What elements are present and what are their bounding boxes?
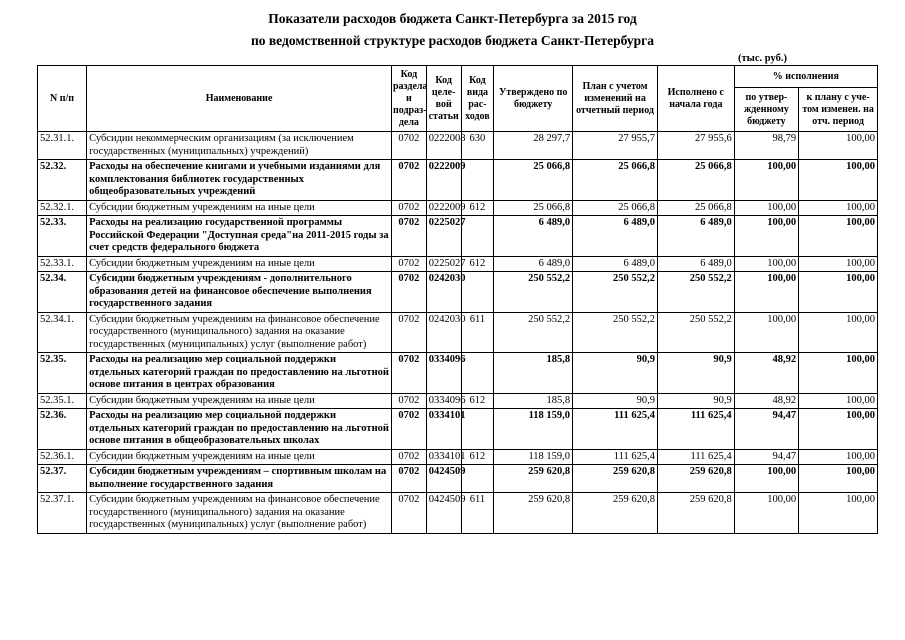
cell-approved: 185,8 [494, 353, 573, 394]
cell-plan: 25 066,8 [573, 160, 658, 201]
cell-pct-approved: 100,00 [734, 465, 798, 493]
table-row [38, 449, 878, 465]
cell-approved: 28 297,7 [494, 132, 573, 160]
cell-approved: 259 620,8 [494, 493, 573, 534]
cell-name: Расходы на обеспечение книгами и учебными изданиями для комплектования библиотек государственных общеобразовательных учреждений [87, 160, 392, 201]
table-row [38, 272, 878, 313]
table-row [38, 393, 878, 409]
cell-executed: 25 066,8 [657, 160, 734, 201]
cell-name: Расходы на реализацию мер социальной поддержки отдельных категорий граждан по предоставлению на льготной основе питания в общеобразовательных школах [87, 409, 392, 450]
table-row [38, 353, 878, 394]
cell-executed: 90,9 [657, 353, 734, 394]
cell-num: 52.36. [38, 409, 87, 450]
header-approved: Утверждено по бюджету [494, 66, 573, 132]
cell-num: 52.34. [38, 272, 87, 313]
cell-pct-plan: 100,00 [799, 132, 878, 160]
table-row [38, 132, 878, 160]
cell-plan: 111 625,4 [573, 449, 658, 465]
cell-plan: 250 552,2 [573, 312, 658, 353]
cell-pct-approved: 48,92 [734, 393, 798, 409]
cell-executed: 27 955,6 [657, 132, 734, 160]
cell-section: 0702 [392, 312, 427, 353]
cell-pct-approved: 100,00 [734, 493, 798, 534]
cell-kind [461, 216, 494, 257]
cell-num: 52.33.1. [38, 256, 87, 272]
cell-plan: 250 552,2 [573, 272, 658, 313]
cell-target: 0334101 [426, 409, 461, 450]
cell-name: Субсидии бюджетным учреждениям на иные цели [87, 256, 392, 272]
cell-section: 0702 [392, 353, 427, 394]
cell-name: Субсидии бюджетным учреждениям - дополнительного образования детей на финансовое обеспечение выполнения государственного задания [87, 272, 392, 313]
cell-kind [461, 160, 494, 201]
cell-approved: 25 066,8 [494, 160, 573, 201]
cell-approved: 259 620,8 [494, 465, 573, 493]
header-executed: Исполнено с начала года [657, 66, 734, 132]
cell-pct-approved: 98,79 [734, 132, 798, 160]
cell-name: Субсидии бюджетным учреждениям на иные цели [87, 393, 392, 409]
cell-kind [461, 272, 494, 313]
cell-pct-plan: 100,00 [799, 409, 878, 450]
cell-approved: 250 552,2 [494, 312, 573, 353]
cell-num: 52.32. [38, 160, 87, 201]
cell-section: 0702 [392, 200, 427, 216]
cell-name: Субсидии бюджетным учреждениям – спортивным школам на выполнение государственного задания [87, 465, 392, 493]
cell-kind: 611 [461, 312, 494, 353]
cell-pct-approved: 94,47 [734, 409, 798, 450]
header-pct-plan: к плану с уче-том изменен. на отч. период [799, 88, 878, 132]
cell-num: 52.35. [38, 353, 87, 394]
cell-kind: 612 [461, 256, 494, 272]
cell-kind: 630 [461, 132, 494, 160]
cell-pct-plan: 100,00 [799, 353, 878, 394]
cell-num: 52.35.1. [38, 393, 87, 409]
cell-executed: 90,9 [657, 393, 734, 409]
cell-name: Субсидии бюджетным учреждениям на иные цели [87, 449, 392, 465]
cell-pct-approved: 100,00 [734, 200, 798, 216]
cell-pct-plan: 100,00 [799, 160, 878, 201]
cell-section: 0702 [392, 132, 427, 160]
cell-pct-plan: 100,00 [799, 465, 878, 493]
document-subtitle: по ведомственной структуре расходов бюджета Санкт-Петербурга [250, 33, 655, 48]
cell-pct-plan: 100,00 [799, 256, 878, 272]
cell-section: 0702 [392, 272, 427, 313]
header-pct-approved: по утвер-жденному бюджету [734, 88, 798, 132]
cell-num: 52.37.1. [38, 493, 87, 534]
header-target: Код целе-вой статьи [426, 66, 461, 132]
header-num: N п/п [38, 66, 87, 132]
cell-kind [461, 353, 494, 394]
table-row [38, 312, 878, 353]
cell-section: 0702 [392, 160, 427, 201]
cell-target: 0334096 [426, 393, 461, 409]
table-row [38, 200, 878, 216]
cell-executed: 250 552,2 [657, 272, 734, 313]
cell-pct-approved: 100,00 [734, 312, 798, 353]
cell-pct-plan: 100,00 [799, 393, 878, 409]
cell-section: 0702 [392, 449, 427, 465]
header-name: Наименование [87, 66, 392, 132]
cell-pct-approved: 100,00 [734, 160, 798, 201]
cell-target: 0242030 [426, 312, 461, 353]
cell-section: 0702 [392, 216, 427, 257]
cell-target: 0334101 [426, 449, 461, 465]
cell-num: 52.36.1. [38, 449, 87, 465]
cell-target: 0424509 [426, 493, 461, 534]
cell-num: 52.31.1. [38, 132, 87, 160]
cell-plan: 90,9 [573, 353, 658, 394]
cell-pct-approved: 94,47 [734, 449, 798, 465]
cell-approved: 118 159,0 [494, 449, 573, 465]
cell-name: Субсидии бюджетным учреждениям на финансовое обеспечение государственного (муниципального) задания на оказание государственных (муниципальных) услуг (выполнение работ) [87, 312, 392, 353]
cell-target: 0222009 [426, 160, 461, 201]
cell-section: 0702 [392, 409, 427, 450]
cell-plan: 27 955,7 [573, 132, 658, 160]
cell-target: 0222008 [426, 132, 461, 160]
cell-name: Субсидии бюджетным учреждениям на иные цели [87, 200, 392, 216]
cell-target: 0242030 [426, 272, 461, 313]
cell-pct-plan: 100,00 [799, 216, 878, 257]
cell-executed: 111 625,4 [657, 449, 734, 465]
cell-pct-plan: 100,00 [799, 493, 878, 534]
cell-approved: 250 552,2 [494, 272, 573, 313]
header-plan: План с учетом изменений на отчетный период [573, 66, 658, 132]
cell-pct-plan: 100,00 [799, 312, 878, 353]
cell-name: Расходы на реализацию государственной программы Российской Федерации "Доступная среда"на 2011-2015 годы за счет средств федерального бюджета [87, 216, 392, 257]
cell-approved: 6 489,0 [494, 256, 573, 272]
document-title: Показатели расходов бюджета Санкт-Петербурга за 2015 год [268, 11, 637, 26]
cell-num: 52.34.1. [38, 312, 87, 353]
cell-approved: 118 159,0 [494, 409, 573, 450]
cell-kind [461, 409, 494, 450]
cell-executed: 250 552,2 [657, 312, 734, 353]
cell-pct-plan: 100,00 [799, 200, 878, 216]
cell-target: 0222009 [426, 200, 461, 216]
cell-kind: 612 [461, 393, 494, 409]
cell-kind [461, 465, 494, 493]
cell-approved: 25 066,8 [494, 200, 573, 216]
cell-section: 0702 [392, 393, 427, 409]
cell-pct-approved: 100,00 [734, 256, 798, 272]
cell-approved: 6 489,0 [494, 216, 573, 257]
cell-executed: 259 620,8 [657, 465, 734, 493]
cell-num: 52.32.1. [38, 200, 87, 216]
cell-num: 52.37. [38, 465, 87, 493]
cell-target: 0424509 [426, 465, 461, 493]
cell-plan: 6 489,0 [573, 256, 658, 272]
cell-kind: 612 [461, 200, 494, 216]
cell-executed: 6 489,0 [657, 256, 734, 272]
header-kind: Код вида рас-ходов [461, 66, 494, 132]
header-section: Код раздела и подраз-дела [392, 66, 427, 132]
cell-pct-plan: 100,00 [799, 272, 878, 313]
cell-plan: 90,9 [573, 393, 658, 409]
cell-executed: 259 620,8 [657, 493, 734, 534]
cell-name: Расходы на реализацию мер социальной поддержки отдельных категорий граждан по предоставлению на льготной основе питания в центрах образования [87, 353, 392, 394]
header-percent-group: % исполнения [734, 66, 877, 88]
cell-target: 0334096 [426, 353, 461, 394]
cell-pct-approved: 48,92 [734, 353, 798, 394]
cell-executed: 6 489,0 [657, 216, 734, 257]
cell-section: 0702 [392, 493, 427, 534]
units-label: (тыс. руб.) [738, 53, 787, 64]
cell-section: 0702 [392, 256, 427, 272]
expenditure-table [37, 65, 878, 534]
cell-pct-approved: 100,00 [734, 216, 798, 257]
cell-target: 0225027 [426, 256, 461, 272]
cell-executed: 25 066,8 [657, 200, 734, 216]
table-row [38, 465, 878, 493]
cell-target: 0225027 [426, 216, 461, 257]
table-row [38, 493, 878, 534]
cell-plan: 25 066,8 [573, 200, 658, 216]
cell-kind: 611 [461, 493, 494, 534]
cell-plan: 6 489,0 [573, 216, 658, 257]
cell-num: 52.33. [38, 216, 87, 257]
cell-plan: 259 620,8 [573, 465, 658, 493]
cell-plan: 259 620,8 [573, 493, 658, 534]
table-row [38, 160, 878, 201]
cell-section: 0702 [392, 465, 427, 493]
table-row [38, 256, 878, 272]
table-row [38, 409, 878, 450]
cell-approved: 185,8 [494, 393, 573, 409]
cell-executed: 111 625,4 [657, 409, 734, 450]
cell-plan: 111 625,4 [573, 409, 658, 450]
cell-pct-plan: 100,00 [799, 449, 878, 465]
cell-pct-approved: 100,00 [734, 272, 798, 313]
table-row [38, 216, 878, 257]
cell-kind: 612 [461, 449, 494, 465]
cell-name: Субсидии бюджетным учреждениям на финансовое обеспечение государственного (муниципального) задания на оказание государственных (муниципальных) услуг (выполнение работ) [87, 493, 392, 534]
cell-name: Субсидии некоммерческим организациям (за исключением государственных (муниципальных) учреждений) [87, 132, 392, 160]
